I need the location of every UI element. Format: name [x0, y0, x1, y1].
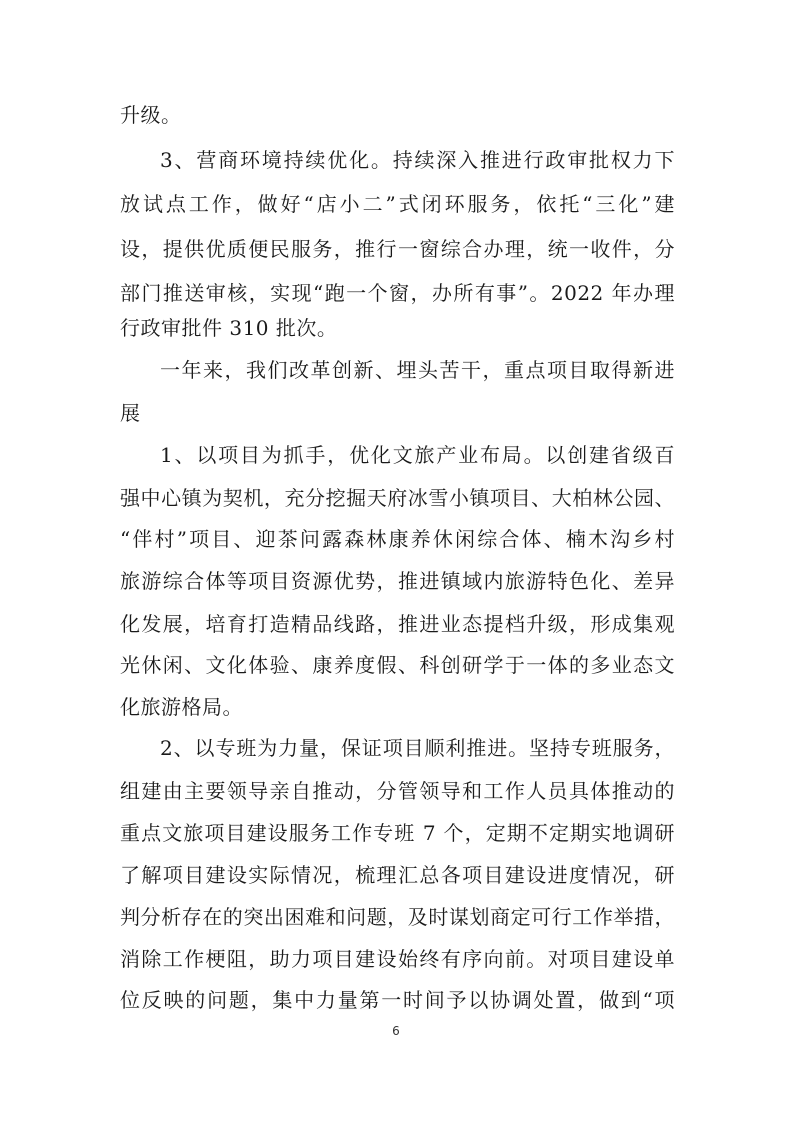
- text-line: 位反映的问题，集中力量第一时间予以协调处置，做到“项: [120, 988, 675, 1012]
- paragraph-start-line: 1、以项目为抓手，优化文旅产业布局。以创建省级百: [160, 443, 675, 467]
- text-line: 旅游综合体等项目资源优势，推进镇域内旅游特色化、差异: [120, 569, 675, 593]
- text-line: 设，提供优质便民服务，推行一窗综合办理，统一收件，分: [120, 237, 675, 261]
- paragraph-start-line: 2、以专班为力量，保证项目顺利推进。坚持专班服务，: [160, 736, 675, 760]
- text-line: 部门推送审核，实现“跑一个窗，办所有事”。2022 年办理: [120, 281, 675, 305]
- text-line: 升级。: [120, 103, 182, 127]
- text-line: 放试点工作，做好“店小二”式闭环服务，依托“三化”建: [120, 192, 675, 216]
- text-line: 组建由主要领导亲自推动，分管领导和工作人员具体推动的: [120, 779, 675, 803]
- text-line: 重点文旅项目建设服务工作专班 7 个，定期不定期实地调研: [120, 821, 675, 845]
- text-line: 展: [120, 401, 141, 425]
- text-line: 了解项目建设实际情况，梳理汇总各项目建设进度情况，研: [120, 863, 675, 887]
- text-line: 强中心镇为契机，充分挖掘天府冰雪小镇项目、大柏林公园、: [120, 486, 675, 510]
- paragraph-start-line: 一年来，我们改革创新、埋头苦干，重点项目取得新进: [160, 358, 675, 382]
- text-line: 行政审批件 310 批次。: [120, 316, 338, 340]
- text-line: 光休闲、文化体验、康养度假、科创研学于一体的多业态文: [120, 653, 675, 677]
- text-line: 化旅游格局。: [120, 695, 243, 719]
- paragraph-start-line: 3、营商环境持续优化。持续深入推进行政审批权力下: [160, 148, 675, 172]
- text-line: 化发展，培育打造精品线路，推进业态提档升级，形成集观: [120, 612, 675, 636]
- text-line: “伴村”项目、迎茶问露森林康养休闲综合体、楠木沟乡村: [120, 527, 675, 551]
- text-line: 消除工作梗阻，助力项目建设始终有序向前。对项目建设单: [120, 947, 675, 971]
- page-number: 6: [392, 1024, 400, 1038]
- text-line: 判分析存在的突出困难和问题，及时谋划商定可行工作举措，: [120, 905, 675, 929]
